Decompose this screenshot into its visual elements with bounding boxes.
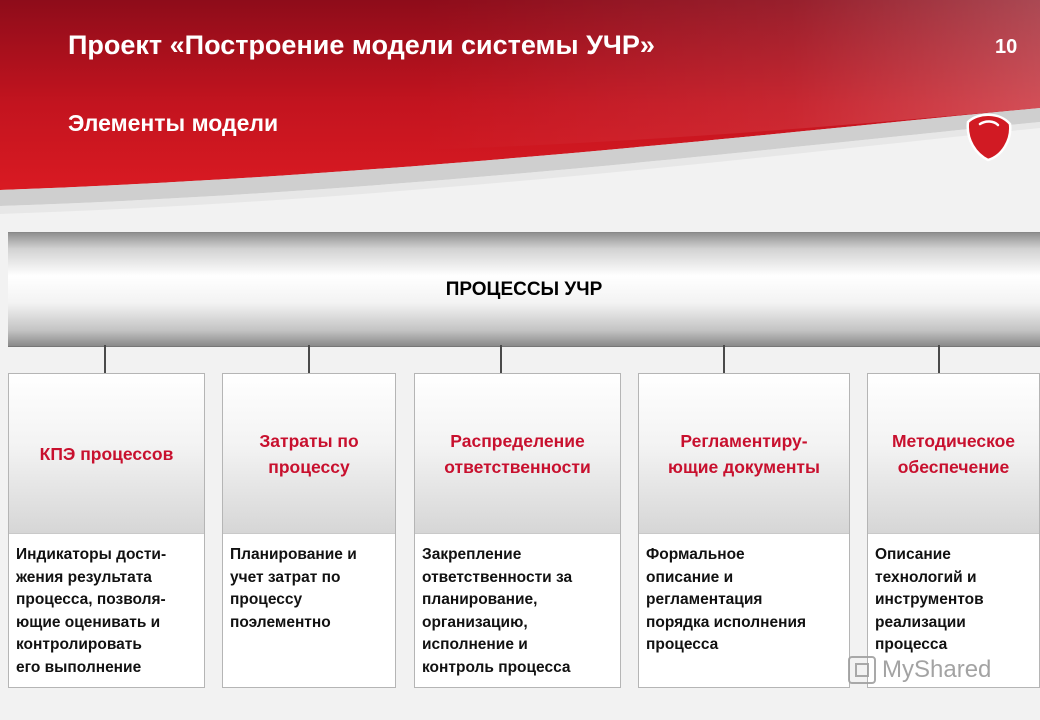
processes-bar [8,232,1040,347]
element-card-header: КПЭ процессов [9,374,204,534]
processes-bar-label: ПРОЦЕССЫ УЧР [445,278,603,300]
element-card-body: Формальное описание и регламентация порядка исполнения процесса [646,546,807,653]
element-card-body: Описание технологий и инструментов реализации процесса [875,546,984,653]
element-card-responsibility [414,373,621,688]
element-card-body: Закрепление ответственности за планирование, организацию, исполнение и контроль процесса [422,546,573,676]
brand-logo-icon [962,110,1014,162]
connector-line [500,345,502,373]
element-card-body: Индикаторы дости- жения результата процесса, позволя- ющие оценивать и контролировать его выполнение [16,546,167,676]
element-card-header: Распределение ответственности [415,374,620,534]
page-number: 10 [995,36,1018,58]
connector-line [104,345,106,373]
element-card-costs [222,373,396,688]
watermark-text: MyShared [882,656,992,683]
element-card-regulations [638,373,850,688]
element-card-header: Методическое обеспечение [868,374,1039,534]
element-card-methodology [867,373,1040,688]
slide-subtitle: Элементы модели [68,110,279,136]
watermark [848,656,991,684]
element-card-kpi [8,373,205,688]
element-card-body: Планирование и учет затрат по процессу поэлементно [230,546,357,631]
presentation-icon [848,656,876,684]
connector-line [938,345,940,373]
element-card-header: Затраты по процессу [223,374,395,534]
slide-title: Проект «Построение модели системы УЧР» [68,30,655,60]
element-card-header: Регламентиру- ющие документы [639,374,849,534]
connector-line [308,345,310,373]
connector-line [723,345,725,373]
